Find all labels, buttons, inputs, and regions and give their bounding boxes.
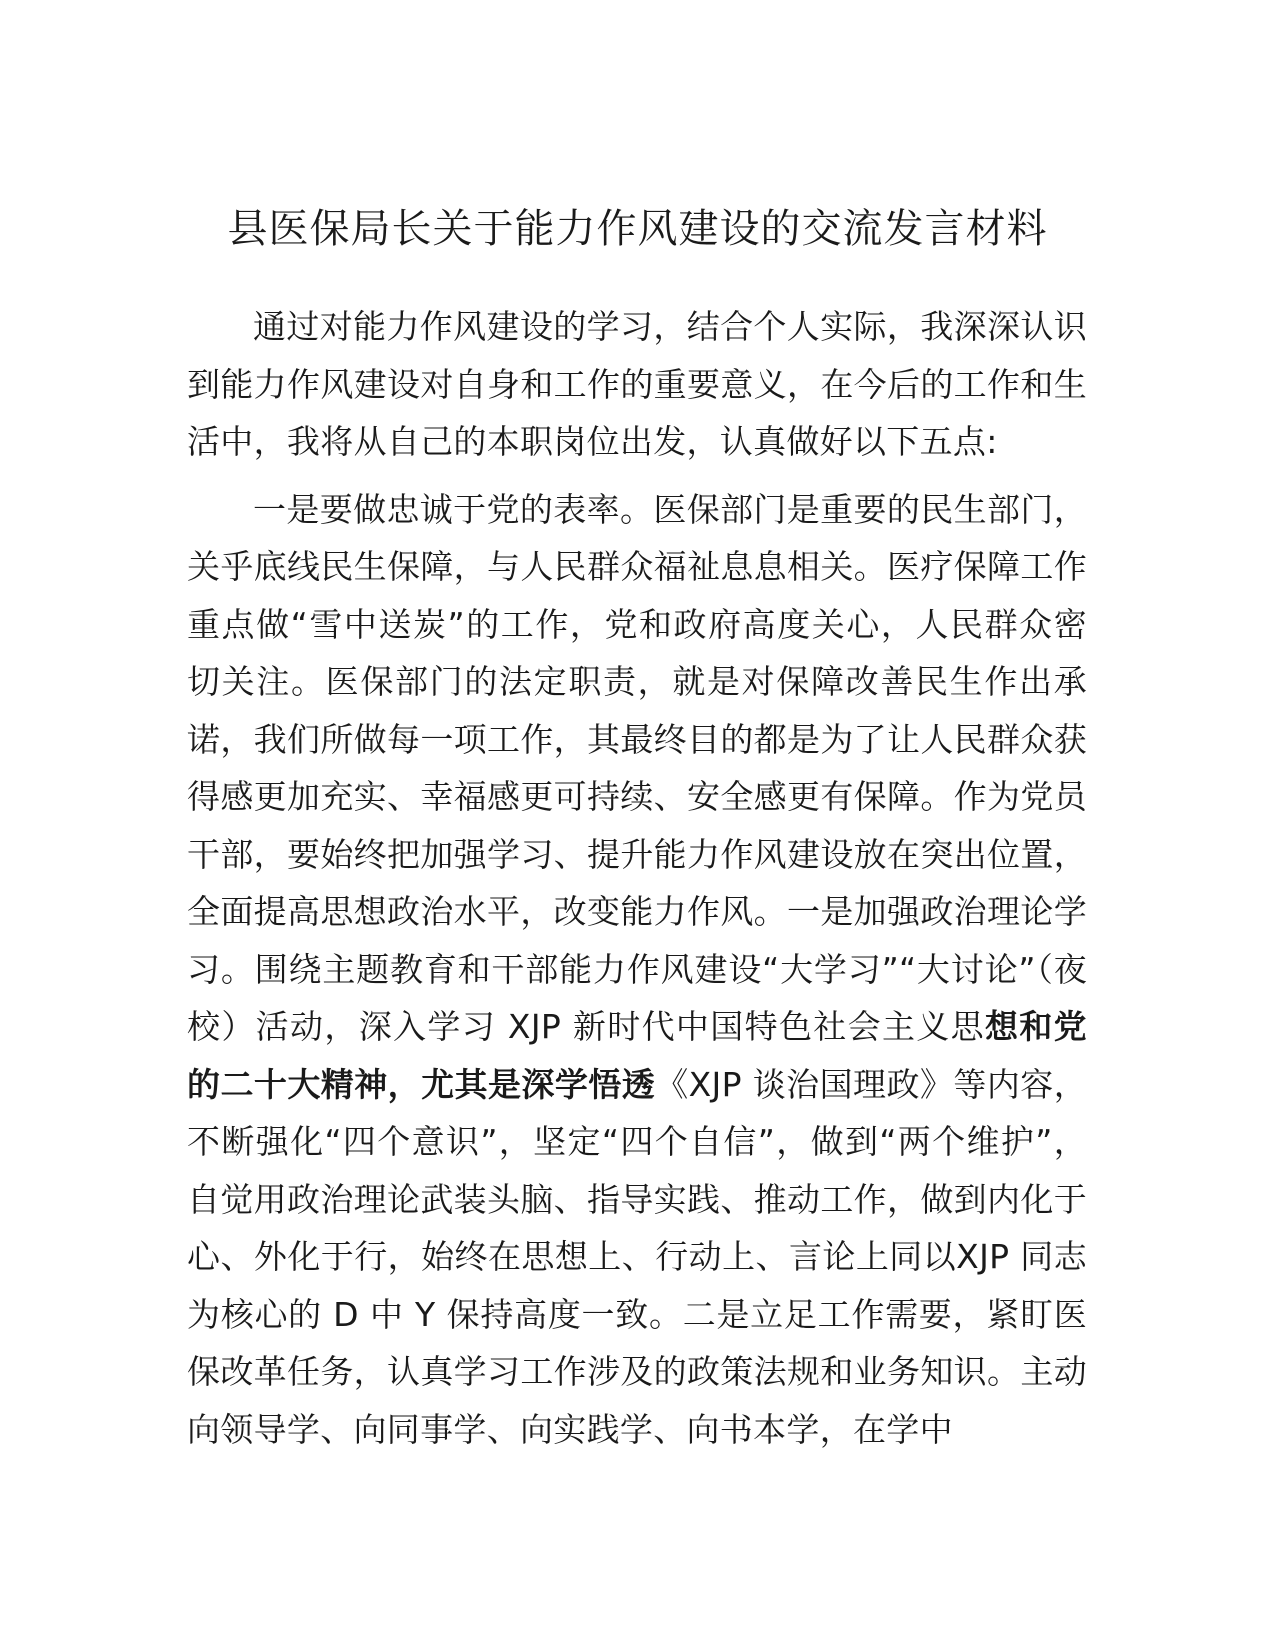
paragraph-loyalty-text-1: 一是要做忠诚于党的表率。医保部门是重要的民生部门，关乎底线民生保障，与人民群众福祉息息相关。医疗保障工作重点做“雪中送炭”的工作，党和政府高度关心，人民群众密切关注。医保部门的法定职责，就是对保障改善民生作出承诺，我们所做每一项工作，其最终目的都是为了让人民群众获得感更加充实、幸福感更可持续、安全感更有保障。作为党员干部，要始终把加强学习、提升能力作风建设放在突出位置，全面提高思想政治水平，改变能力作风。一是加强政治理论学习。围绕主题教育和干部能力作风建设“大学习”“大讨论”（夜校）活动，深入学习 XJP 新时代中国特色社会主义思 (187, 489, 1087, 1046)
document-body (187, 298, 1087, 1468)
paragraph-loyalty (187, 481, 1087, 1459)
document-title: 县医保局长关于能力作风建设的交流发言材料 (227, 206, 1048, 252)
paragraph-loyalty-text-2: 《XJP 谈治国理政》等内容，不断强化“四个意识”，坚定“四个自信”，做到“两个维护”，自觉用政治理论武装头脑、指导实践、推动工作，做到内化于心、外化于行，始终在思想上、行动上、言论上同以XJP 同志为核心的 D 中 Y 保持高度一致。二是立足工作需要，紧盯医保改革任务，认真学习工作涉及的政策法规和业务知识。主动向领导学、向同事学、向实践学、向书本学，在学中 (187, 1064, 1087, 1449)
paragraph-loyalty-bold-text: 想和党的二十大精神，尤其是深学悟透 (187, 1007, 1087, 1104)
paragraph-intro: 通过对能力作风建设的学习，结合个人实际，我深深认识到能力作风建设对自身和工作的重要意义，在今后的工作和生活中，我将从自己的本职岗位出发，认真做好以下五点: (187, 307, 1087, 461)
